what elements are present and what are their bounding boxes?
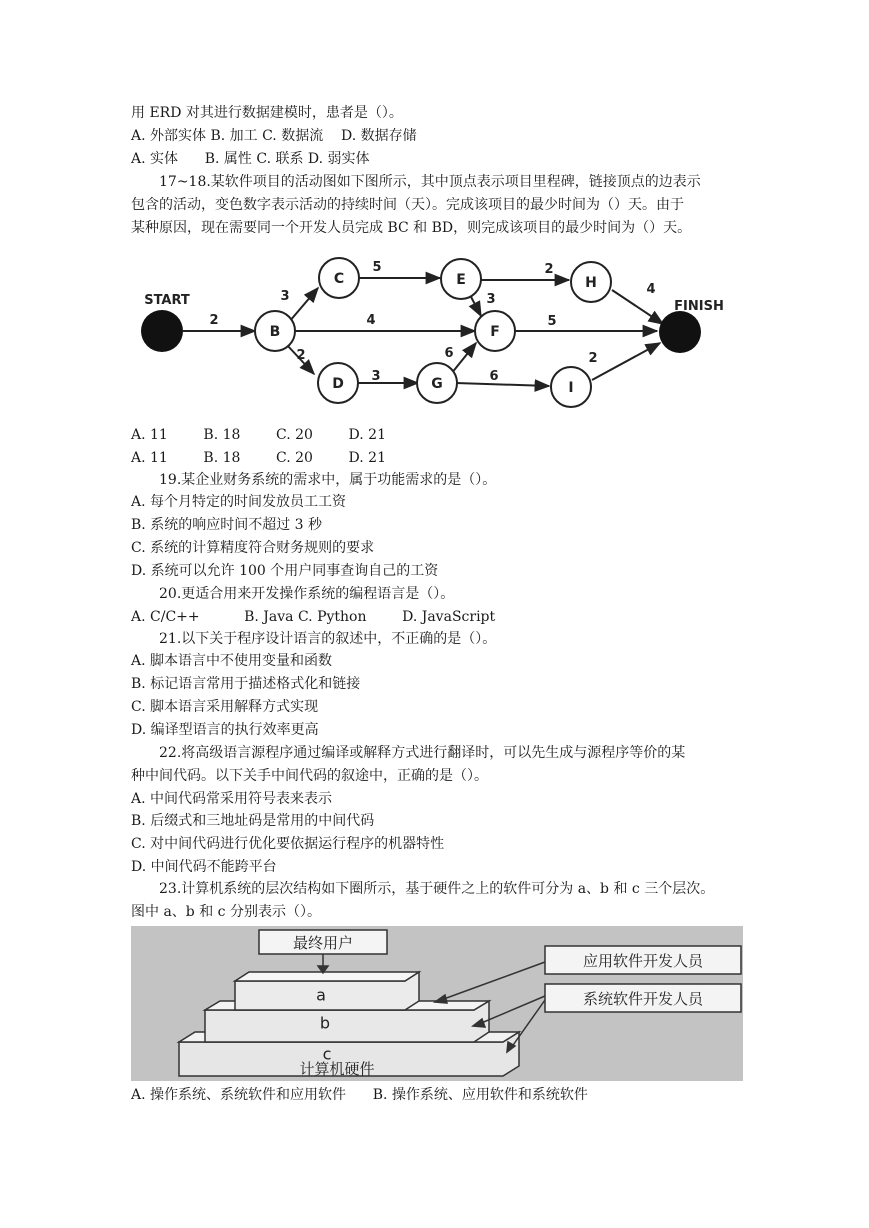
end-user-label: 最终用户 [292,934,354,952]
hardware-label: 计算机硬件 [299,1060,375,1078]
question-22: 22.将高级语言源程序通过编译或解释方式进行翻译时，可以先生成与源程序等价的某 [159,745,686,761]
option: D. 编译型语言的执行效率更高 [131,722,319,738]
option: C. 对中间代码进行优化要依据运行程序的机器特性 [131,836,445,852]
option: D. 系统可以允许 100 个用户同事查询自己的工资 [131,563,439,579]
text-line: 图中 a、b 和 c 分别表示（）。 [131,904,321,920]
node-g-label: G [431,376,443,392]
edge-weight: 3 [280,289,290,304]
node-f-label: F [490,324,500,340]
edge-weight: 2 [544,262,554,277]
edge-weight: 4 [646,282,656,297]
node-h-label: H [585,275,597,291]
node-c-label: C [333,271,345,287]
activity-network-diagram [131,252,739,412]
system-developer-label: 系统软件开发人员 [582,990,704,1008]
finish-node [659,311,701,353]
text-line: 种中间代码。以下关手中间代码的叙途中，正确的是（）。 [131,768,488,784]
node-e-label: E [456,272,466,288]
text-line: A. 外部实体 B. 加工 C. 数据流 D. 数据存储 [131,128,417,144]
edge-weight: 2 [588,351,598,366]
options-20: A. C/C++ B. Java C. Python D. JavaScript [131,609,496,625]
start-label: START [144,293,190,308]
edge-weight: 5 [372,260,382,275]
layer-c-label: c [322,1044,332,1064]
start-node [141,310,183,352]
question-23: 23.计算机系统的层次结构如下圈所示，基于硬件之上的软件可分为 a、b 和 c 三个层次。 [159,881,715,897]
edge-weight: 3 [371,369,381,384]
option: C. 系统的计算精度符合财务规则的要求 [131,540,375,556]
node-d-label: D [332,376,344,392]
edge-weight: 3 [486,292,496,307]
layer-a-label: a [316,985,326,1005]
text-line: 包含的活动，变色数字表示活动的持续时间（天）。完成该项目的最少时间为（）天。由于 [131,197,684,213]
text-line: 用 ERD 对其进行数据建模时，患者是（）。 [131,105,403,121]
option: B. 系统的响应时间不超过 3 秒 [131,517,322,533]
question-17-18: 17~18.某软件项目的活动图如下图所示，其中顶点表示项目里程碑，链接顶点的边表示 [159,174,701,190]
edge-weight: 4 [366,313,376,328]
text-line: 某种原因，现在需要同一个开发人员完成 BC 和 BD，则完成该项目的最少时间为（）天。 [131,220,692,236]
question-21: 21.以下关于程序设计语言的叙述中，不正确的是（）。 [159,631,497,647]
text-line: A. 实体 B. 属性 C. 联系 D. 弱实体 [131,151,370,167]
option: B. 后缀式和三地址码是常用的中间代码 [131,813,375,829]
option: A. 每个月特定的时间发放员工工资 [131,494,347,510]
options-17: A. 11 B. 18 C. 20 D. 21 [131,427,387,443]
edge-weight: 2 [296,348,306,363]
edge-weight: 6 [489,369,499,384]
option: B. 标记语言常用于描述格式化和链接 [131,676,361,692]
edge-weight: 6 [444,346,454,361]
finish-label: FINISH [674,299,724,314]
node-i-label: I [568,380,574,396]
layer-b-label: b [319,1013,331,1033]
question-19: 19.某企业财务系统的需求中，属于功能需求的是（）。 [159,472,497,488]
options-23: A. 操作系统、系统软件和应用软件 B. 操作系统、应用软件和系统软件 [131,1087,588,1103]
option: C. 脚本语言采用解释方式实现 [131,699,319,715]
system-layer-figure [131,926,743,1081]
option: A. 中间代码常采用符号表来表示 [131,791,333,807]
app-developer-label: 应用软件开发人员 [582,952,704,970]
node-b-label: B [269,324,281,340]
edge-weight: 2 [209,313,219,328]
question-20: 20.更适合用来开发操作系统的编程语言是（）。 [159,586,455,602]
edge-weight: 5 [547,314,557,329]
options-18: A. 11 B. 18 C. 20 D. 21 [131,450,387,466]
option: A. 脚本语言中不使用变量和函数 [131,653,333,669]
option: D. 中间代码不能跨平台 [131,859,277,875]
